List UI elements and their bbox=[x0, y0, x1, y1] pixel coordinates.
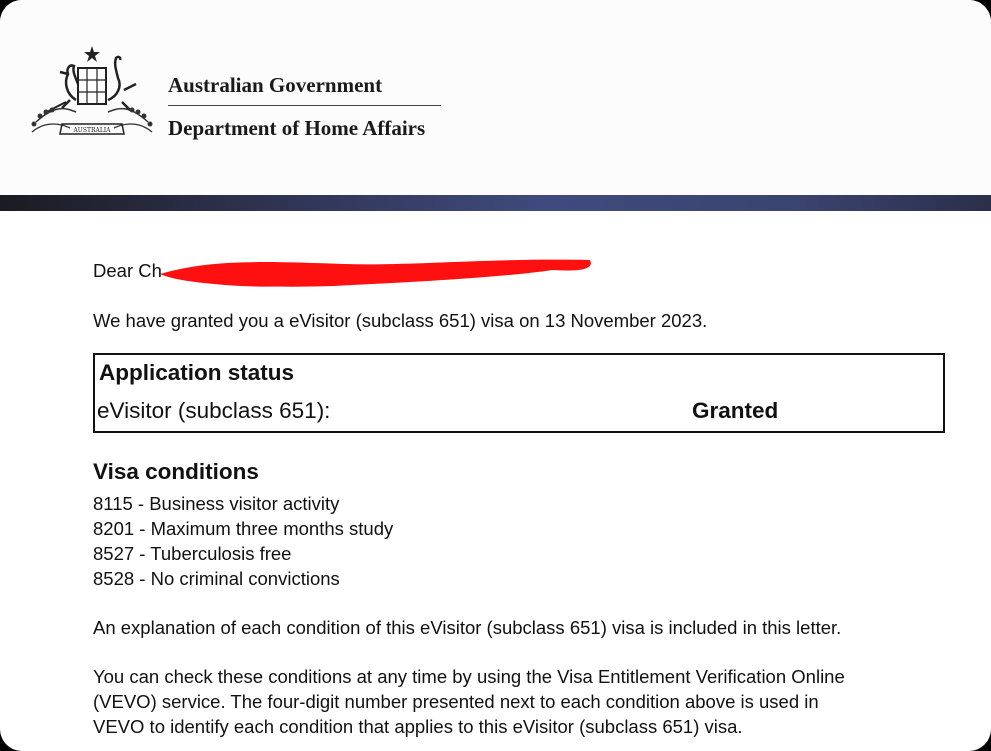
svg-text:AUSTRALIA: AUSTRALIA bbox=[73, 127, 111, 134]
salutation: Dear Ch bbox=[93, 260, 162, 281]
status-visa-label: eVisitor (subclass 651): bbox=[97, 398, 331, 423]
condition-item: 8201 - Maximum three months study bbox=[93, 518, 394, 539]
condition-item: 8115 - Business visitor activity bbox=[93, 493, 340, 514]
redaction-scribble bbox=[154, 248, 598, 296]
vevo-paragraph bbox=[93, 664, 845, 739]
application-status-box bbox=[93, 353, 945, 433]
grant-sentence: We have granted you a eVisitor (subclass 651) visa on 13 November 2023. bbox=[93, 310, 708, 331]
explanation-paragraph: An explanation of each condition of this eVisitor (subclass 651) visa is included in this letter. bbox=[93, 617, 842, 638]
visa-conditions-heading: Visa conditions bbox=[93, 459, 259, 484]
condition-item: 8527 - Tuberculosis free bbox=[93, 543, 292, 564]
government-name: Australian Government bbox=[168, 73, 383, 97]
coat-of-arms-icon bbox=[26, 44, 158, 142]
vevo-line: You can check these conditions at any time by using the Visa Entitlement Verification Online bbox=[93, 666, 845, 687]
header-band bbox=[0, 195, 991, 211]
department-name: Department of Home Affairs bbox=[168, 116, 426, 140]
status-value: Granted bbox=[692, 398, 779, 423]
letterhead bbox=[0, 0, 991, 195]
visa-conditions-list bbox=[93, 491, 393, 591]
vevo-line: (VEVO) service. The four-digit number presented next to each condition above is used in bbox=[93, 691, 819, 712]
letterhead-divider bbox=[168, 105, 441, 106]
status-title: Application status bbox=[99, 360, 295, 385]
vevo-line: VEVO to identify each condition that applies to this eVisitor (subclass 651) visa. bbox=[93, 716, 743, 737]
condition-item: 8528 - No criminal convictions bbox=[93, 568, 340, 589]
